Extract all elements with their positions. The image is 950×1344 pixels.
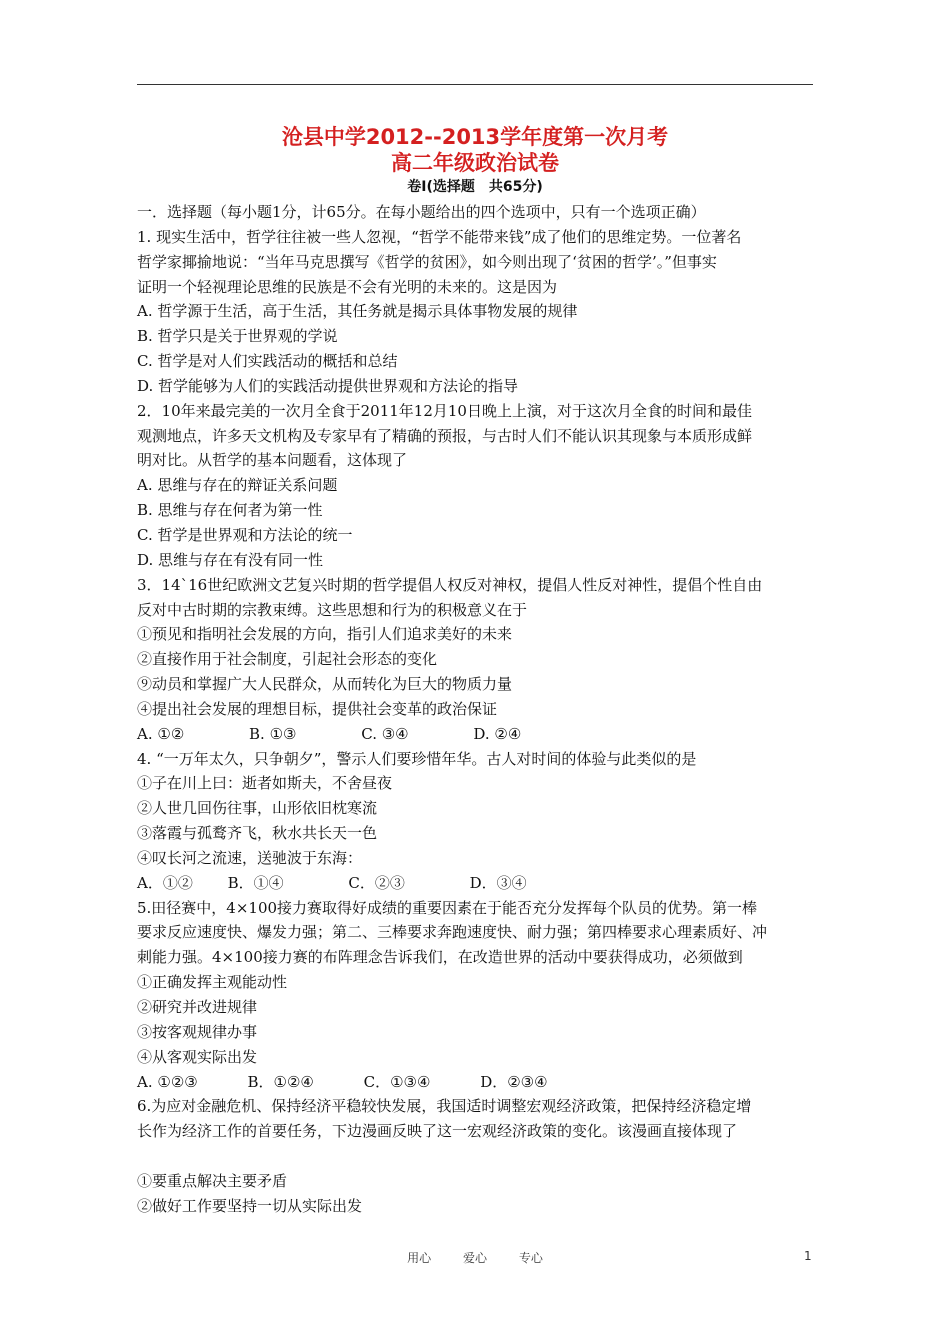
text-line: ①正确发挥主观能动性 bbox=[137, 973, 288, 992]
text-line: D. 思维与存在有没有同一性 bbox=[137, 550, 324, 569]
text-line: ①预见和指明社会发展的方向，指引人们追求美好的未来 bbox=[137, 625, 513, 644]
text-line bbox=[137, 1144, 817, 1169]
header-rule bbox=[137, 84, 813, 85]
text-line: ②直接作用于社会制度，引起社会形态的变化 bbox=[137, 650, 438, 669]
text-line: 6.为应对金融危机、保持经济平稳较快发展，我国适时调整宏观经济政策，把保持经济稳定增 bbox=[137, 1097, 752, 1116]
text-line: 1. 现实生活中，哲学往往被一些人忽视，“哲学不能带来钱”成了他们的思维定势。一位著名 bbox=[137, 227, 742, 246]
text-line: 观测地点，许多天文机构及专家早有了精确的预报，与古时人们不能认识其现象与本质形成鲜 bbox=[137, 426, 753, 445]
text-line: 反对中古时期的宗教束缚。这些思想和行为的积极意义在于 bbox=[137, 600, 528, 619]
footer-item: 用心 bbox=[407, 1251, 432, 1265]
text-line: ④从客观实际出发 bbox=[137, 1047, 258, 1066]
text-line: ③落霞与孤鹜齐飞，秋水共长天一色 bbox=[137, 824, 378, 843]
text-line: A. ①②③ B．①②④ C．①③④ D．②③④ bbox=[137, 1072, 548, 1091]
text-line: ⑨动员和掌握广大人民群众，从而转化为巨大的物质力量 bbox=[137, 675, 513, 694]
text-line: 哲学家揶揄地说：“当年马克思撰写《哲学的贫困》，如今则出现了‘贫困的哲学’。”但事实 bbox=[137, 252, 717, 271]
section-heading: 卷Ⅰ(选择题 共65分) bbox=[407, 179, 543, 195]
text-line: C. 哲学是对人们实践活动的概括和总结 bbox=[137, 352, 398, 371]
text-line: A. ①② B. ①③ C. ③④ D. ②④ bbox=[137, 724, 522, 743]
question-body bbox=[137, 200, 817, 1219]
title-block bbox=[0, 124, 950, 176]
text-line: B. 哲学只是关于世界观的学说 bbox=[137, 327, 338, 346]
text-line: D. 哲学能够为人们的实践活动提供世界观和方法论的指导 bbox=[137, 376, 519, 395]
text-line: 证明一个轻视理论思维的民族是不会有光明的未来的。这是因为 bbox=[137, 277, 558, 296]
text-line: 2．10年来最完美的一次月全食于2011年12月10日晚上上演，对于这次月全食的时间和最佳 bbox=[137, 401, 752, 420]
footer-item: 专心 bbox=[518, 1251, 543, 1265]
text-line: ③按客观规律办事 bbox=[137, 1022, 258, 1041]
text-line: 一．选择题（每小题1分，计65分。在每小题给出的四个选项中，只有一个选项正确） bbox=[137, 203, 706, 221]
text-line: ②做好工作要坚持一切从实际出发 bbox=[137, 1196, 363, 1215]
text-line: 要求反应速度快、爆发力强；第二、三棒要求奔跑速度快、耐力强；第四棒要求心理素质好、冲 bbox=[137, 923, 768, 942]
exam-title: 沧县中学2012--2013学年度第一次月考 bbox=[281, 125, 669, 149]
text-line: ②人世几回伤往事，山形依旧枕寒流 bbox=[137, 799, 378, 818]
page-number: 1 bbox=[804, 1249, 812, 1263]
text-line: 明对比。从哲学的基本问题看，这体现了 bbox=[137, 451, 408, 470]
text-line: A．①② B．①④ C．②③ D．③④ bbox=[137, 873, 527, 892]
text-line: A. 哲学源于生活，高于生活，其任务就是揭示具体事物发展的规律 bbox=[137, 302, 578, 321]
text-line: ④提出社会发展的理想目标，提供社会变革的政治保证 bbox=[137, 699, 498, 718]
text-line: ①要重点解决主要矛盾 bbox=[137, 1171, 288, 1190]
text-line: 长作为经济工作的首要任务，下边漫画反映了这一宏观经济政策的变化。该漫画直接体现了 bbox=[137, 1122, 738, 1141]
text-line: ④叹长河之流速，送驰波于东海： bbox=[137, 848, 363, 867]
text-line: 3．14`16世纪欧洲文艺复兴时期的哲学提倡人权反对神权，提倡人性反对神性，提倡个性自由 bbox=[137, 575, 763, 594]
text-line: 5.田径赛中，4×100接力赛取得好成绩的重要因素在于能否充分发挥每个队员的优势。第一棒 bbox=[137, 898, 758, 917]
text-line: 4. “一万年太久，只争朝夕”，警示人们要珍惜年华。古人对时间的体验与此类似的是 bbox=[137, 749, 697, 768]
text-line: B. 思维与存在何者为第一性 bbox=[137, 501, 323, 520]
exam-subtitle: 高二年级政治试卷 bbox=[391, 151, 559, 175]
text-line: ①子在川上曰：逝者如斯夫，不舍昼夜 bbox=[137, 774, 393, 793]
text-line: 刺能力强。4×100接力赛的布阵理念告诉我们，在改造世界的活动中要获得成功，必须做到 bbox=[137, 948, 743, 967]
text-line: C. 哲学是世界观和方法论的统一 bbox=[137, 525, 353, 544]
footer-item: 爱心 bbox=[462, 1251, 487, 1265]
text-line: A. 思维与存在的辩证关系问题 bbox=[137, 476, 338, 495]
text-line: ②研究并改进规律 bbox=[137, 998, 258, 1016]
